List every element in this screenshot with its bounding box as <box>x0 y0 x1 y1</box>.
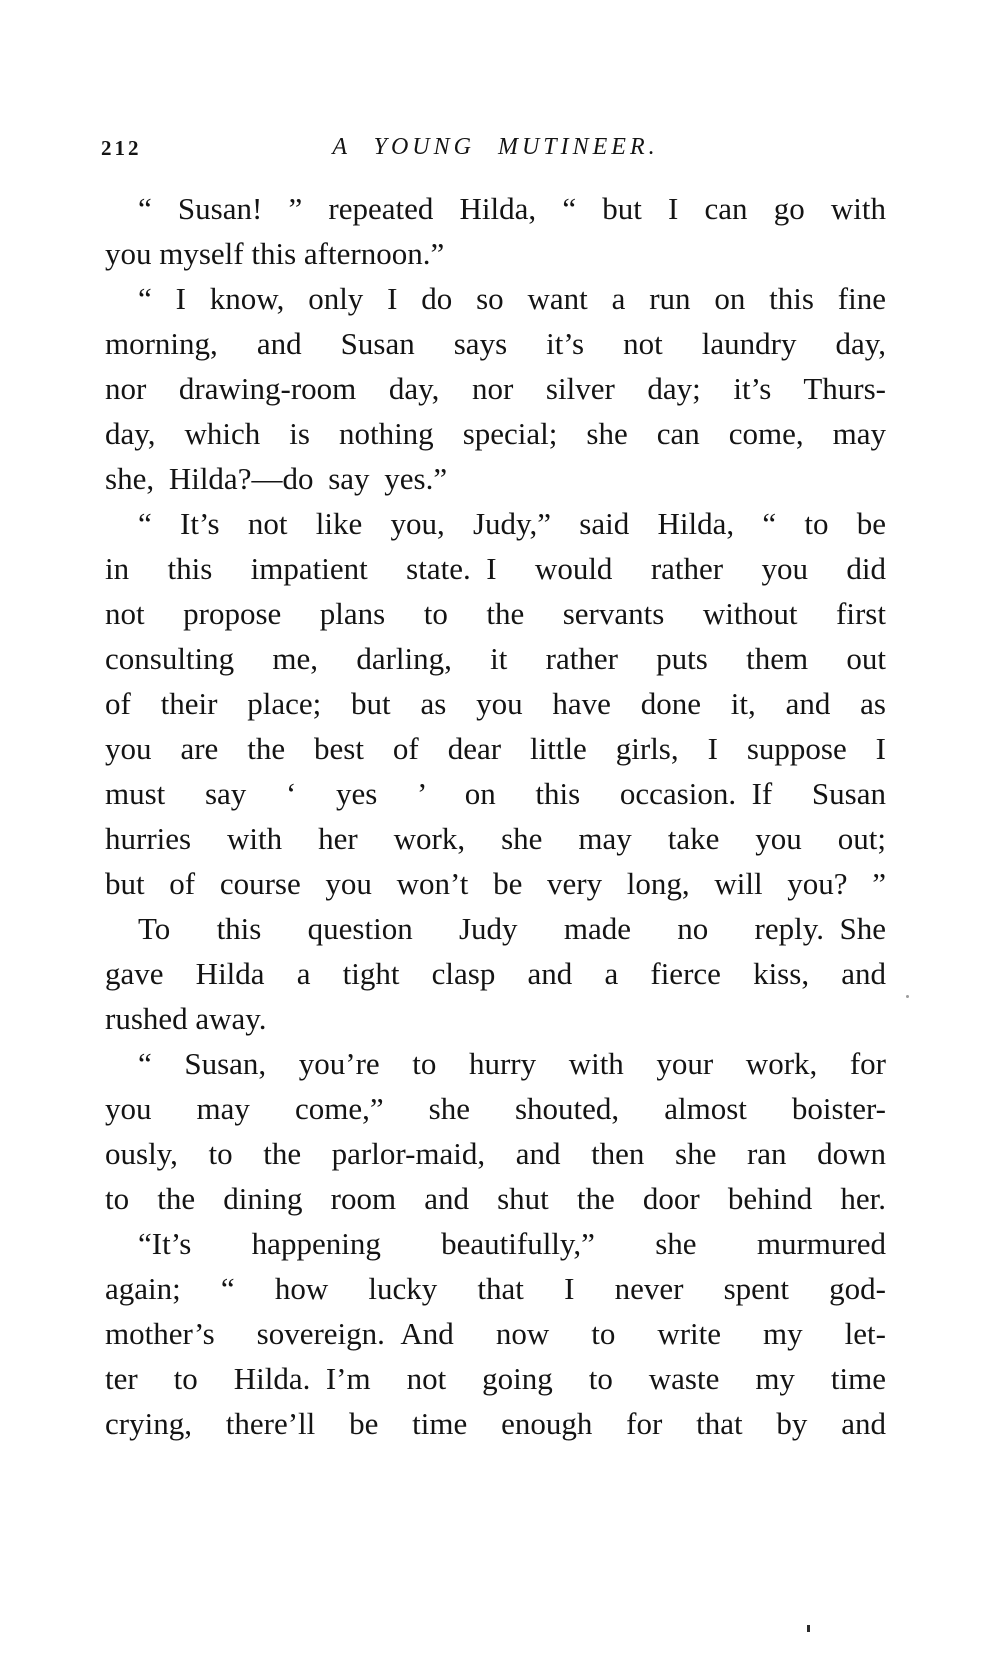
scan-speck <box>906 995 909 998</box>
text-line: To this question Judy made no reply. She <box>138 911 886 946</box>
body-text <box>105 186 886 1446</box>
text-line: hurries with her work, she may take you out; <box>105 821 886 856</box>
paragraph <box>105 186 886 276</box>
text-line: you are the best of dear little girls, I suppose I <box>105 731 886 766</box>
page-number: 212 <box>101 136 142 160</box>
text-line: in this impatient state. I would rather you did <box>105 551 886 586</box>
text-line: “ Susan! ” repeated Hilda, “ but I can go with <box>138 191 886 226</box>
text-line: consulting me, darling, it rather puts them out <box>105 641 886 676</box>
text-line: mother’s sovereign. And now to write my let- <box>105 1316 886 1351</box>
text-line: of their place; but as you have done it, and as <box>105 686 886 721</box>
paragraph <box>105 906 886 1041</box>
text-line: “It’s happening beautifully,” she murmured <box>138 1226 886 1261</box>
running-title: A YOUNG MUTINEER. <box>332 134 659 160</box>
text-line: “ Susan, you’re to hurry with your work, for <box>138 1046 886 1081</box>
text-line: gave Hilda a tight clasp and a fierce kiss, and <box>105 956 886 991</box>
text-line: “ It’s not like you, Judy,” said Hilda, “ to be <box>138 506 886 541</box>
text-line: must say ‘ yes ’ on this occasion. If Susan <box>105 776 886 811</box>
scan-speck <box>807 1625 810 1632</box>
text-line: “ I know, only I do so want a run on this fine <box>138 281 886 316</box>
text-line: ously, to the parlor-maid, and then she ran down <box>105 1136 886 1171</box>
paragraph <box>105 276 886 501</box>
text-line: but of course you won’t be very long, will you? ” <box>105 866 886 901</box>
text-line: you myself this afternoon.” <box>105 236 445 271</box>
text-line: crying, there’ll be time enough for that by and <box>105 1406 886 1441</box>
running-header <box>101 133 886 163</box>
text-line: to the dining room and shut the door behind her. <box>105 1181 886 1216</box>
text-line: she, Hilda?—do say yes.” <box>105 461 448 496</box>
text-line: again; “ how lucky that I never spent god- <box>105 1271 886 1306</box>
text-line: you may come,” she shouted, almost boister- <box>105 1091 886 1126</box>
paragraph <box>105 1041 886 1221</box>
text-line: morning, and Susan says it’s not laundry day, <box>105 326 886 361</box>
text-line: nor drawing-room day, nor silver day; it’s Thurs- <box>105 371 886 406</box>
paragraph <box>105 1221 886 1446</box>
text-line: day, which is nothing special; she can come, may <box>105 416 886 451</box>
text-line: not propose plans to the servants without first <box>105 596 886 631</box>
text-line: rushed away. <box>105 1001 267 1036</box>
text-line: ter to Hilda. I’m not going to waste my time <box>105 1361 886 1396</box>
paragraph <box>105 501 886 906</box>
